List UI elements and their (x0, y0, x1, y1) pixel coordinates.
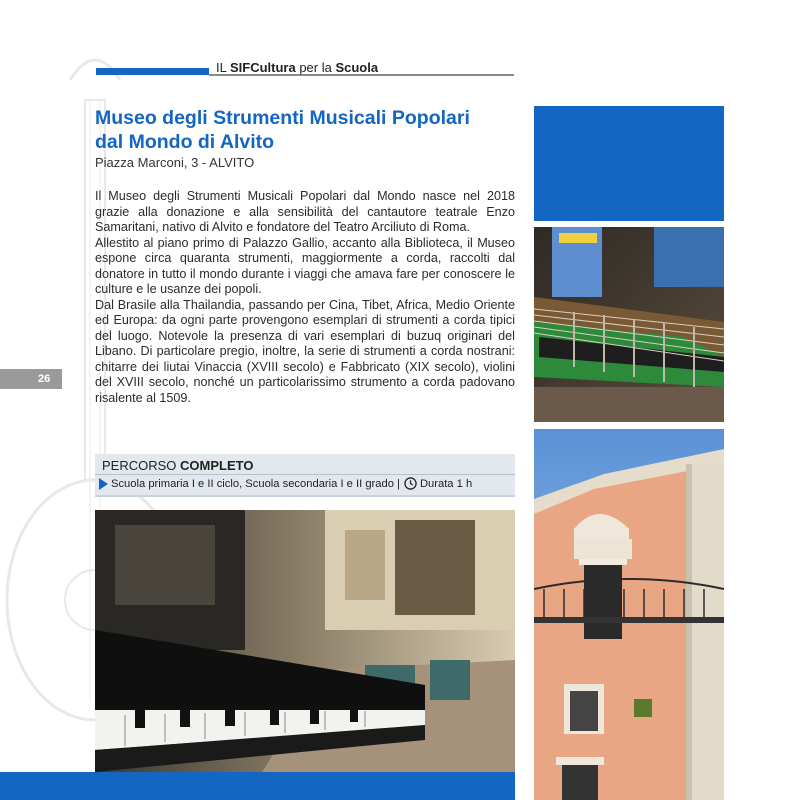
page-number: 26 (0, 369, 62, 389)
course-divider (95, 474, 515, 475)
course-details (99, 477, 472, 490)
palazzo-photo (534, 429, 724, 800)
paragraph-2: Allestito al piano primo di Palazzo Gallio, accanto alla Biblioteca, il Museo espone circa quaranta strumenti, maggiormente a corda, raccolti dal donatore in tutto il mondo durante i viaggi che amava fare per conoscere le culture e le usanze dei popoli. (95, 235, 515, 296)
page-title (95, 106, 515, 154)
course-schools: Scuola primaria I e II ciclo, Scuola secondaria I e II grado | (111, 477, 400, 490)
course-heading: PERCORSO COMPLETO (102, 458, 254, 473)
paragraph-3: Dal Brasile alla Thailandia, passando per Cina, Tibet, Africa, Medio Oriente ed Europa: da ogni parte provengono esemplari di strumenti a corda tipici del luogo. Notevole la presenza di vari esemplari di buzuq originari del Libano. Di particolare pregio, inoltre, la serie di strumenti a corda nostrani: chitarre dei liutai Vinaccia (XVIII secolo) e Fabbricato (XIX secolo), violini del XVIII secolo, nonché un particolarissimo strumento a corda padovano risalente al 1509. (95, 297, 515, 405)
body-text (95, 189, 515, 406)
play-icon (99, 478, 108, 490)
header-accent-bar (96, 68, 209, 75)
title-line-2: dal Mondo di Alvito (95, 131, 275, 153)
footer-band (0, 772, 515, 800)
piano-room-photo (95, 510, 515, 800)
instrument-photo (534, 227, 724, 422)
blue-accent-block (534, 106, 724, 221)
header-title: IL SIFCultura per la Scuola (216, 60, 379, 75)
title-line-1: Museo degli Strumenti Musicali Popolari (95, 107, 470, 129)
clock-icon (404, 477, 417, 490)
paragraph-1: Il Museo degli Strumenti Musicali Popolari dal Mondo nasce nel 2018 grazie alla donazione e alla sensibilità del cantautore teatrale Enzo Samaritani, nativo di Alvito e fondatore del Teatro Arciliuto di Roma. (95, 189, 515, 234)
museum-address: Piazza Marconi, 3 - ALVITO (95, 155, 255, 170)
course-duration: Durata 1 h (419, 477, 473, 490)
course-info-box (95, 454, 515, 497)
